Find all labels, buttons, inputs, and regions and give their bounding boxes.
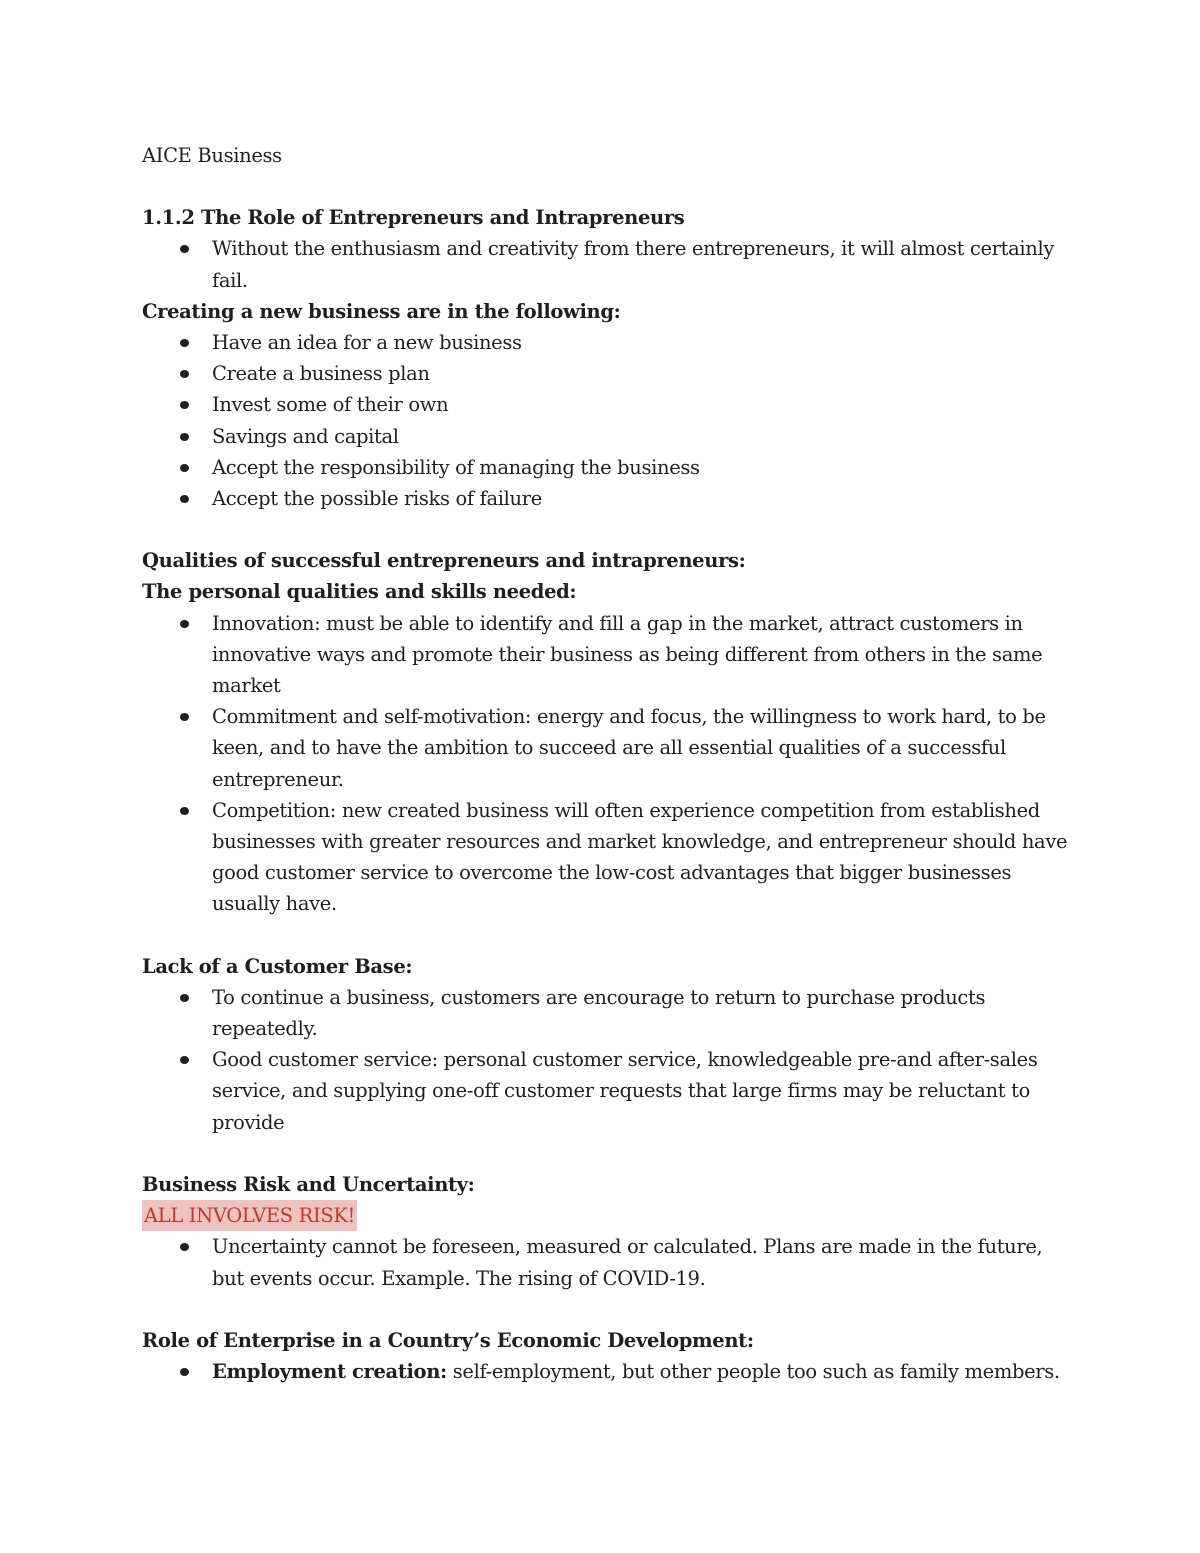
list-item: [212, 327, 1072, 358]
list-item-text: Good customer service: personal customer service, knowledgeable pre-and after-sales service, and supplying one-off customer requests that large firms may be reluctant to provide: [212, 1048, 1038, 1134]
list-item: [212, 795, 1072, 920]
list-item-text: Invest some of their own: [212, 393, 449, 417]
bullet-dot-icon: [180, 1368, 189, 1376]
list-item: [212, 1044, 1072, 1138]
list-item: [212, 608, 1072, 702]
section-heading-qualities: Qualities of successful entrepreneurs and intrapreneurs:: [142, 549, 746, 573]
list-item-text: Commitment and self-motivation: energy and focus, the willingness to work hard, to be keen, and to have the ambition to succeed are all essential qualities of a successful entrepreneur.: [212, 705, 1046, 791]
bullet-dot-icon: [180, 401, 189, 409]
list-item-text: self-employment, but other people too such as family members.: [446, 1359, 1060, 1383]
highlight-line: [142, 1200, 1072, 1231]
bullet-dot-icon: [180, 464, 189, 472]
paragraph-spacer: [142, 1294, 1072, 1325]
list-item: [212, 389, 1072, 420]
section-heading-customer-base: Lack of a Customer Base:: [142, 954, 413, 978]
section-heading-creating-business: Creating a new business are in the following:: [142, 299, 621, 323]
section-heading-entrepreneur-role: 1.1.2 The Role of Entrepreneurs and Intrapreneurs: [142, 206, 685, 230]
list-item: [212, 483, 1072, 514]
bullet-list: [142, 233, 1072, 295]
paragraph-spacer: [142, 1138, 1072, 1169]
bullet-dot-icon: [180, 1056, 189, 1064]
list-item: [212, 358, 1072, 389]
bullet-dot-icon: [180, 994, 189, 1002]
list-item: [212, 701, 1072, 795]
bullet-dot-icon: [180, 1243, 189, 1251]
list-item: [212, 1231, 1072, 1293]
list-item: [212, 452, 1072, 483]
list-item-text: Savings and capital: [212, 424, 399, 448]
document-content: [142, 140, 1072, 1387]
list-item: [212, 1356, 1072, 1387]
list-item-text: Have an idea for a new business: [212, 331, 522, 355]
bullet-dot-icon: [180, 807, 189, 815]
paragraph-spacer: [142, 920, 1072, 951]
list-item-text: Accept the possible risks of failure: [212, 487, 542, 511]
list-item: [212, 982, 1072, 1044]
list-item: [212, 233, 1072, 295]
list-item-text: Create a business plan: [212, 362, 430, 386]
list-item-term: Employment creation:: [212, 1359, 447, 1383]
bullet-dot-icon: [180, 370, 189, 378]
bullet-list: [142, 1356, 1072, 1387]
bullet-dot-icon: [180, 495, 189, 503]
bullet-dot-icon: [180, 620, 189, 628]
paragraph-spacer: [142, 514, 1072, 545]
bullet-list: [142, 1231, 1072, 1293]
section-subheading-skills: The personal qualities and skills needed:: [142, 580, 577, 604]
list-item: [212, 421, 1072, 452]
list-item-text: Without the enthusiasm and creativity from there entrepreneurs, it will almost certainly fail.: [212, 237, 1055, 292]
bullet-list: [142, 608, 1072, 920]
risk-highlight: ALL INVOLVES RISK!: [142, 1200, 357, 1231]
section-heading-enterprise-role: Role of Enterprise in a Country’s Economic Development:: [142, 1328, 754, 1352]
list-item-text: Innovation: must be able to identify and fill a gap in the market, attract customers in innovative ways and promote their business as being different from others in the same market: [212, 611, 1043, 698]
bullet-dot-icon: [180, 713, 189, 721]
bullet-dot-icon: [180, 245, 189, 253]
bullet-list: [142, 327, 1072, 514]
document-title: AICE Business: [142, 144, 282, 167]
section-heading-risk: Business Risk and Uncertainty:: [142, 1172, 475, 1196]
list-item-text: Uncertainty cannot be foreseen, measured or calculated. Plans are made in the future, but events occur. Example. The rising of COVID-19.: [212, 1235, 1043, 1290]
list-item-text: Competition: new created business will often experience competition from established businesses with greater resources and market knowledge, and entrepreneur should have good customer service to overcome the low-cost advantages that bigger businesses usually have.: [212, 798, 1068, 916]
list-item-text: To continue a business, customers are encourage to return to purchase products repeatedly.: [212, 985, 986, 1041]
list-item-text: Accept the responsibility of managing the business: [212, 455, 700, 479]
bullet-dot-icon: [180, 433, 189, 441]
bullet-dot-icon: [180, 339, 189, 347]
bullet-list: [142, 982, 1072, 1138]
